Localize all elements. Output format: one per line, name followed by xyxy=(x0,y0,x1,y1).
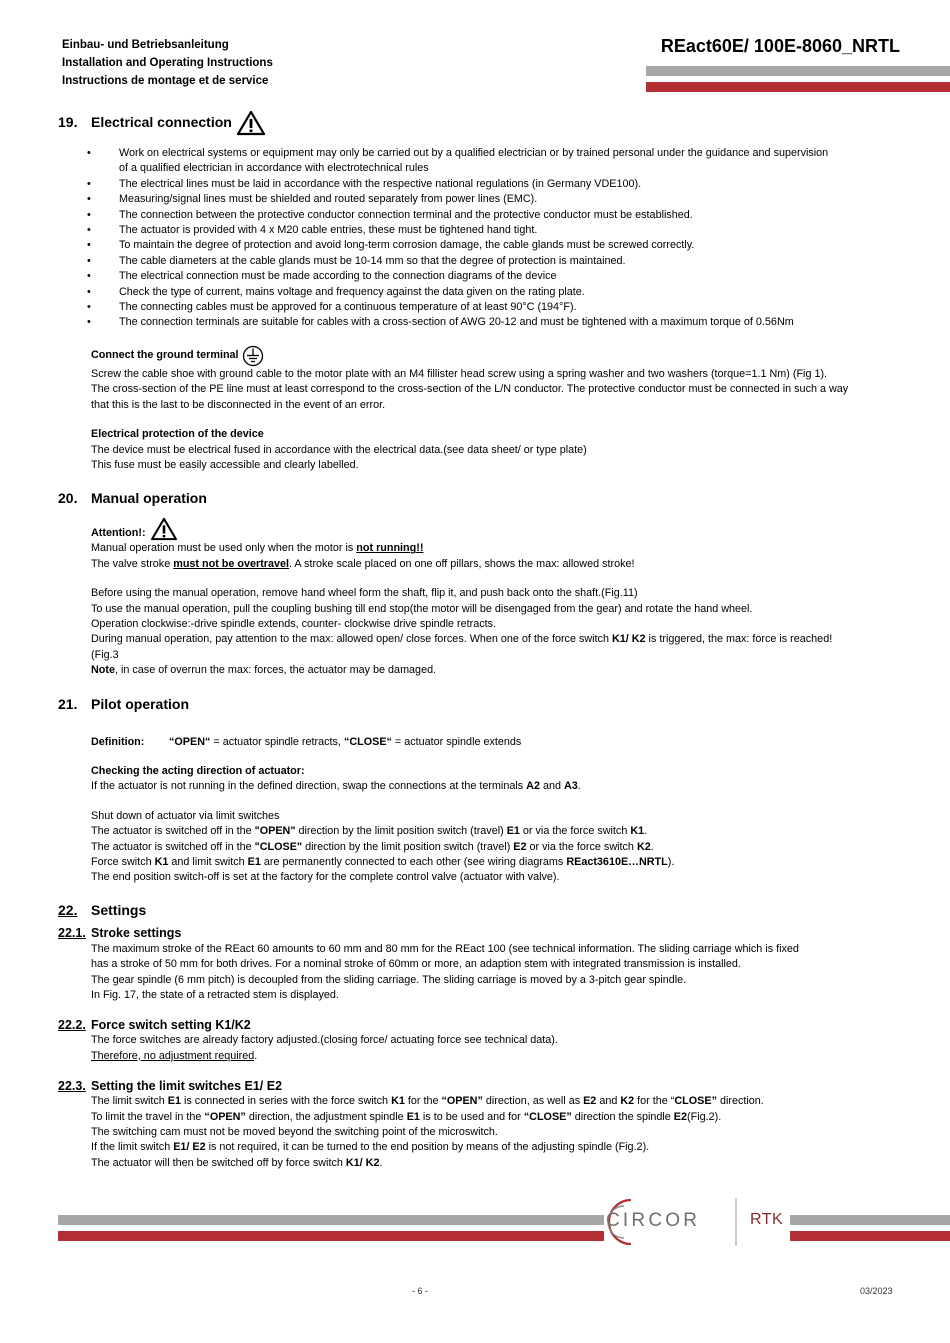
attention-label: Attention!: xyxy=(91,526,146,539)
list-item-line: of a qualified electrician in accordance with electrotechnical rules xyxy=(119,162,429,175)
footer-red-bar-right xyxy=(790,1231,950,1241)
model-number: REact60E/ 100E-8060_NRTL xyxy=(660,36,900,56)
list-item-text xyxy=(119,208,693,223)
ground-line-3: that this is the last to be disconnected in the event of an error. xyxy=(91,398,386,411)
list-item-line: The actuator is provided with 4 x M20 cable entries, these must be tightened hand tight. xyxy=(119,224,538,237)
page-content xyxy=(58,112,858,1171)
section-22-1-heading: 22.1. Stroke settings xyxy=(58,926,182,941)
limit-line-3: The switching cam must not be moved beyond the switching point of the microswitch. xyxy=(91,1126,498,1139)
list-item xyxy=(87,177,858,192)
close-switch-line: The actuator is switched off in the "CLOSE" direction by the limit position switch (travel) E2 or via the force switch K2. xyxy=(91,840,654,853)
list-item-text xyxy=(119,177,641,192)
list-item-text xyxy=(119,254,626,269)
protection-line-2: This fuse must be easily accessible and clearly labelled. xyxy=(91,458,359,471)
list-item xyxy=(87,208,858,223)
footer-red-bar xyxy=(58,1231,604,1241)
check-line: If the actuator is not running in the defined direction, swap the connections at the terminals A2 and A3. xyxy=(91,780,581,793)
list-item-text xyxy=(119,315,794,330)
list-item-text xyxy=(119,146,828,177)
stroke-line-2: has a stroke of 50 mm for both drives. For a nominal stroke of 60mm or more, an adaption stem with integrated transmission is installed. xyxy=(91,958,741,971)
title-de: Einbau- und Betriebsanleitung xyxy=(62,39,229,51)
list-item xyxy=(87,192,858,207)
section-19-heading: 19. Electrical connection xyxy=(58,112,858,134)
bullet-icon: • xyxy=(87,147,91,159)
list-item xyxy=(87,285,858,300)
brand-sub: RTK xyxy=(750,1211,784,1228)
title-en: Installation and Operating Instructions xyxy=(62,57,273,69)
list-item xyxy=(87,269,858,284)
list-item-line: The connecting cables must be approved for a continuous temperature of at least 90°C (194°F). xyxy=(119,301,577,314)
list-item-text xyxy=(119,300,577,315)
manual-operation-block xyxy=(58,517,858,678)
manual-line-7: Note, in case of overrun the max: forces, the actuator may be damaged. xyxy=(91,664,437,677)
force-switch-line: Force switch K1 and limit switch E1 are permanently connected to each other (see wiring diagrams REact3610E…NRTL). xyxy=(91,856,675,868)
limit-switch-block xyxy=(58,1094,858,1171)
section-22-3-heading: 22.3. Setting the limit switches E1/ E2 xyxy=(58,1078,283,1093)
manual-line-2: The valve stroke must not be overtravel. A stroke scale placed on one off pillars, shows the max: allowed stroke! xyxy=(91,557,635,570)
stroke-line-3: The gear spindle (6 mm pitch) is decoupled from the sliding carriage. The sliding carriage is moved by a 3-pitch gear spindle. xyxy=(91,973,687,986)
bullet-icon: • xyxy=(87,316,91,329)
section-20-heading: 20. Manual operation xyxy=(58,489,207,506)
list-item-text xyxy=(119,285,585,300)
header-red-bar xyxy=(646,82,950,92)
list-item xyxy=(87,315,858,330)
open-switch-line: The actuator is switched off in the "OPEN" direction by the limit position switch (travel) E1 or via the force switch K1. xyxy=(91,825,648,838)
end-position-line: The end position switch-off is set at the factory for the complete control valve (actuator with valve). xyxy=(91,871,560,884)
list-item-line: To maintain the degree of protection and avoid long-term corrosion damage, the cable glands must be screwed correctly. xyxy=(119,239,695,252)
list-item-line: The connection terminals are suitable for cables with a cross-section of AWG 20-12 and must be tightened with a maximum torque of 0.56Nm xyxy=(119,316,794,329)
ground-terminal-title: Connect the ground terminal xyxy=(91,349,239,362)
stroke-line-1: The maximum stroke of the REact 60 amounts to 60 mm and 80 mm for the REact 100 (see technical information. The sliding carriage which is fixed xyxy=(91,942,799,955)
bullet-icon: • xyxy=(87,177,91,190)
list-item-line: Measuring/signal lines must be shielded and routed separately from power lines (EMC). xyxy=(119,193,538,206)
list-item-line: The cable diameters at the cable glands must be 10-14 mm so that the degree of protection is maintained. xyxy=(119,254,626,267)
list-item xyxy=(87,238,858,253)
warning-icon xyxy=(236,110,266,136)
page-number: - 6 - xyxy=(412,1286,429,1296)
protection-title: Electrical protection of the device xyxy=(91,428,264,441)
list-item-text xyxy=(119,269,557,284)
shutdown-line: Shut down of actuator via limit switches xyxy=(91,809,280,822)
section-22-heading: 22. Settings xyxy=(58,902,147,919)
bullet-icon: • xyxy=(87,254,91,267)
section-21-heading: 21. Pilot operation xyxy=(58,695,189,712)
list-item xyxy=(87,254,858,269)
ground-icon xyxy=(241,345,265,367)
manual-line-1: Manual operation must be used only when the motor is not running!! xyxy=(91,542,424,555)
revision-date: 03/2023 xyxy=(860,1286,893,1296)
force-line-2: Therefore, no adjustment required. xyxy=(91,1049,258,1062)
list-item-text xyxy=(119,192,537,207)
list-item-line: Work on electrical systems or equipment may only be carried out by a qualified electrician or by trained personal under the guidance and supervision xyxy=(119,147,829,159)
protection-line-1: The device must be electrical fused in accordance with the electrical data.(see data sheet/ or type plate) xyxy=(91,443,587,456)
bullet-icon: • xyxy=(87,193,91,206)
bullet-icon: • xyxy=(87,301,91,314)
list-item xyxy=(87,146,858,177)
ground-terminal-block xyxy=(58,345,858,473)
bullet-icon: • xyxy=(87,208,91,221)
footer-gray-bar-right xyxy=(790,1215,950,1225)
manual-line-3: Before using the manual operation, remove hand wheel form the shaft, flip it, and push back onto the shaft.(Fig.11) xyxy=(91,587,638,600)
force-switch-block xyxy=(58,1033,858,1064)
list-item xyxy=(87,223,858,238)
manual-line-6: During manual operation, pay attention to the max: allowed open/ close forces. When one of the force switch K1/ K2 is triggered, the max: force is reached!(Fig.3 xyxy=(91,633,833,661)
definition-line: Definition: “OPEN“ = actuator spindle retracts, “CLOSE“ = actuator spindle extends xyxy=(91,735,522,748)
bullet-icon: • xyxy=(87,285,91,298)
document-title-block xyxy=(62,36,273,90)
limit-line-2: To limit the travel in the “OPEN” direction, the adjustment spindle E1 is to be used and for “CLOSE” direction the spindle E2(Fig.2). xyxy=(91,1110,722,1123)
manual-line-4: To use the manual operation, pull the coupling bushing till end stop(the motor will be disengaged from the gear) and rotate the hand wheel. xyxy=(91,602,753,615)
list-item-text xyxy=(119,223,537,238)
limit-line-4: If the limit switch E1/ E2 is not required, it can be turned to the end position by means of the adjusting spindle (Fig.2). xyxy=(91,1141,650,1154)
bullet-icon: • xyxy=(87,270,91,283)
check-title: Checking the acting direction of actuator: xyxy=(91,764,305,777)
footer-gray-bar xyxy=(58,1215,604,1225)
bullet-icon: • xyxy=(87,224,91,237)
ground-line-2: The cross-section of the PE line must at least correspond to the cross-section of the L/N conductor. The protective conductor must be connected in such a way xyxy=(91,383,849,396)
brand-text: CIRCOR xyxy=(606,1210,701,1231)
manual-line-5: Operation clockwise:-drive spindle extends, counter- clockwise drive spindle retracts. xyxy=(91,617,497,630)
list-item-line: The electrical lines must be laid in accordance with the respective national regulations (in Germany VDE100). xyxy=(119,177,642,190)
ground-line-1: Screw the cable shoe with ground cable to the motor plate with an M4 fillister head screw using a spring washer and two washers (torque=1.1 Nm) (Fig 1). xyxy=(91,367,828,380)
pilot-operation-block xyxy=(58,735,858,886)
section-22-2-heading: 22.2. Force switch setting K1/K2 xyxy=(58,1017,251,1032)
warning-icon xyxy=(150,517,178,541)
header-gray-bar xyxy=(646,66,950,76)
limit-line-1: The limit switch E1 is connected in series with the force switch K1 for the “OPEN” direction, as well as E2 and K2 for the “CLOSE” direction. xyxy=(91,1095,764,1108)
limit-line-5: The actuator will then be switched off by force switch K1/ K2. xyxy=(91,1156,383,1169)
stroke-settings-block xyxy=(58,942,858,1004)
electrical-rules-list xyxy=(58,146,858,331)
title-fr: Instructions de montage et de service xyxy=(62,75,269,87)
list-item-line: The connection between the protective conductor connection terminal and the protective conductor must be established. xyxy=(119,208,693,221)
circor-logo xyxy=(604,1196,790,1248)
list-item xyxy=(87,300,858,315)
force-line-1: The force switches are already factory adjusted.(closing force/ actuating force see technical data). xyxy=(91,1034,558,1047)
bullet-icon: • xyxy=(87,239,91,252)
list-item-line: The electrical connection must be made according to the connection diagrams of the device xyxy=(119,270,557,283)
stroke-line-4: In Fig. 17, the state of a retracted stem is displayed. xyxy=(91,989,339,1002)
list-item-text xyxy=(119,238,694,253)
list-item-line: Check the type of current, mains voltage and frequency against the data given on the rating plate. xyxy=(119,285,585,298)
